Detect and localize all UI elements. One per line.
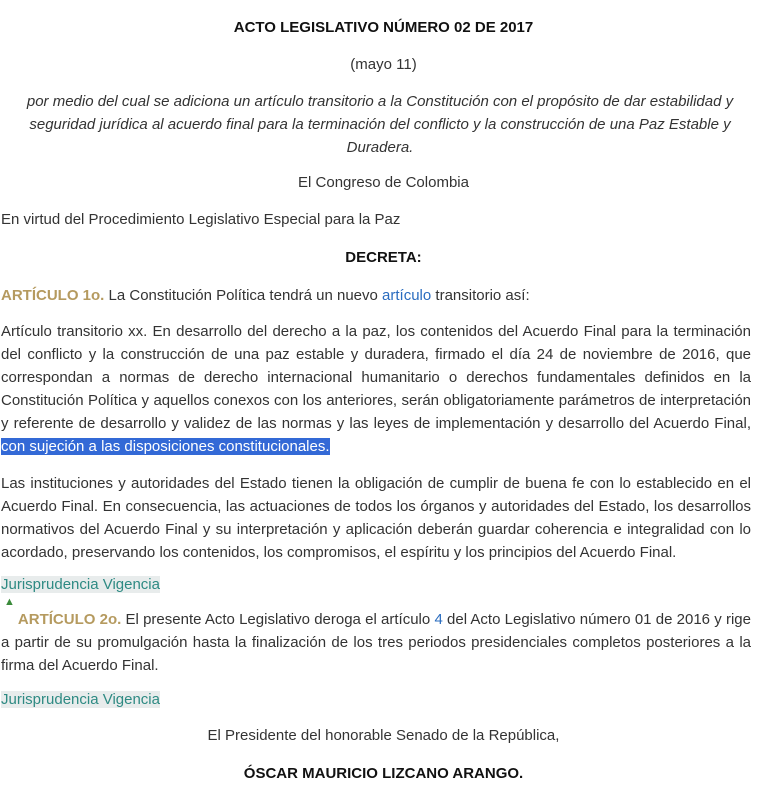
- preamble: En virtud del Procedimiento Legislativo Especial para la Paz: [1, 211, 401, 228]
- article-2: [1, 608, 751, 677]
- selected-text: con sujeción a las disposiciones constitucionales.: [1, 438, 330, 455]
- decreta: DECRETA:: [345, 249, 422, 266]
- president-line: El Presidente del honorable Senado de la República,: [207, 727, 560, 744]
- article-4-link[interactable]: 4: [434, 611, 443, 628]
- transitorio-text: Artículo transitorio xx. En desarrollo del derecho a la paz, los contenidos del Acuerdo Final para la terminación del conflicto y la construcción de una paz estable y duradera, firmado el día 24 de noviembre de 2016, que correspondan a normas de derecho internacional humanitario o derechos fundamentales definidos en la Constitución Política y aquellos conexos con los anteriores, serán obligatoriamente parámetros de interpretación y referente de desarrollo y validez de las normas y las leyes de implementación y desarrollo del Acuerdo Final,: [1, 323, 751, 432]
- signer-name: ÓSCAR MAURICIO LIZCANO ARANGO.: [243, 765, 524, 782]
- article-1-text-end: transitorio así:: [431, 287, 530, 304]
- article-2-text: El presente Acto Legislativo deroga el artículo: [121, 611, 435, 628]
- article-2-text-end: del Acto Legislativo número 01 de 2016 y rige a partir de su promulgación hasta la finalización de los tres periodos presidenciales completos posteriores a la firma del Acuerdo Final.: [1, 611, 751, 674]
- jurisprudencia-row-1: [1, 573, 751, 596]
- instituciones-paragraph: Las instituciones y autoridades del Estado tienen la obligación de cumplir de buena fe con lo establecido en el Acuerdo Final. En consecuencia, las actuaciones de todos los órganos y autoridades del Estado, los desarrollos normativos del Acuerdo Final y su interpretación y aplicación deberán guardar coherencia e integralidad con lo acordado, preservando los contenidos, los compromisos, el espíritu y los principios del Acuerdo Final.: [1, 475, 751, 561]
- article-1-label: ARTÍCULO 1o.: [1, 287, 105, 304]
- jurisprudencia-link-1[interactable]: Jurisprudencia Vigencia: [1, 576, 160, 593]
- article-1: [1, 284, 751, 307]
- jurisprudencia-link-2[interactable]: Jurisprudencia Vigencia: [1, 691, 160, 708]
- up-arrow-icon[interactable]: ▲: [4, 596, 15, 608]
- transitorio-paragraph: [1, 320, 751, 458]
- document-title: ACTO LEGISLATIVO NÚMERO 02 DE 2017: [233, 19, 534, 36]
- epigraph: por medio del cual se adiciona un artículo transitorio a la Constitución con el propósito de dar estabilidad y seguridad jurídica al acuerdo final para la terminación del conflicto y la construcción de una Paz Estable y Duradera.: [26, 93, 734, 156]
- date: (mayo 11): [350, 56, 417, 73]
- articulo-link[interactable]: artículo: [382, 287, 432, 304]
- article-1-text: La Constitución Política tendrá un nuevo: [104, 287, 383, 304]
- congress: El Congreso de Colombia: [298, 174, 469, 191]
- jurisprudencia-row-2: [1, 688, 751, 711]
- article-2-label: ARTÍCULO 2o.: [17, 611, 122, 628]
